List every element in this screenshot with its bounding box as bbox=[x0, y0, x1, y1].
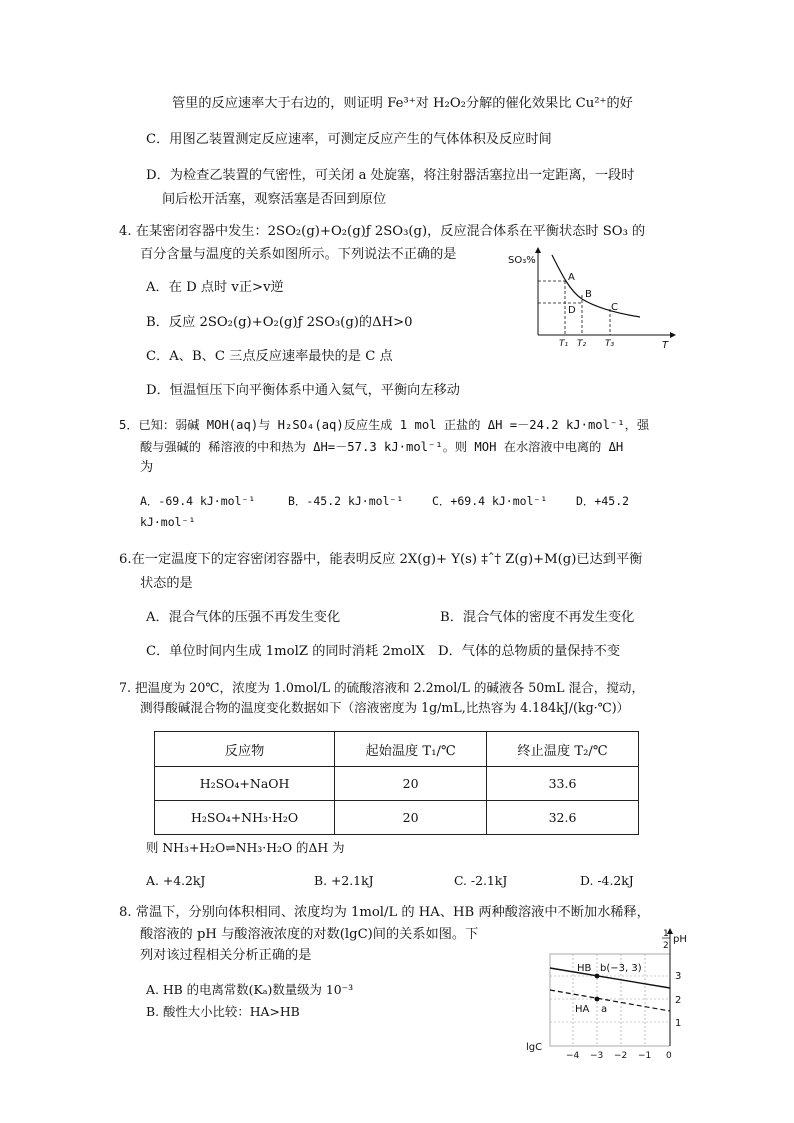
q4-point-a-label: A bbox=[568, 272, 575, 283]
q8-ylabel-den: 2 bbox=[663, 941, 669, 951]
q4-option-b: B．反应 2SO₂(g)+O₂(g)ƒ 2SO₃(g)的ΔH>0 bbox=[146, 315, 413, 330]
q8-option-a: A. HB 的电离常数(Kₐ)数量级为 10⁻³ bbox=[146, 982, 354, 997]
q5-option-d: D．+45.2 bbox=[576, 494, 630, 508]
q8-ytick-3: 3 bbox=[675, 971, 682, 982]
q8-stem-line1: 8. 常温下，分别向体积相同、浓度均为 1mol/L 的 HA、HB 两种酸溶液中不断加水稀释， bbox=[119, 905, 650, 920]
q4-tick-t1: T₁ bbox=[559, 339, 569, 349]
table-row bbox=[155, 767, 639, 801]
q7-after-table: 则 NH₃+H₂O⇌NH₃·H₂O 的ΔH 为 bbox=[146, 840, 345, 855]
q7-header-reactant: 反应物 bbox=[155, 732, 335, 767]
q6-stem-line2: 状态的是 bbox=[140, 576, 193, 591]
q8-label-a: a bbox=[601, 1004, 608, 1015]
q4-option-d: D．恒温恒压下向平衡体系中通入氦气，平衡向左移动 bbox=[146, 383, 460, 398]
q8-ytick-1: 1 bbox=[675, 1018, 682, 1029]
q7-stem-line2: 测得酸碱混合物的温度变化数据如下（溶液密度为 1g/mL,比热容为 4.184kJ/(kg·℃)） bbox=[140, 700, 630, 715]
q8-option-b: B. 酸性大小比较：HA>HB bbox=[146, 1004, 300, 1019]
q8-point-b bbox=[595, 974, 600, 979]
q7-table-header-row bbox=[155, 732, 639, 767]
q7-cell: 33.6 bbox=[487, 767, 639, 801]
q7-option-c: C. -2.1kJ bbox=[454, 873, 508, 888]
q4-stem-line2: 百分含量与温度的关系如图所示。下列说法不正确的是 bbox=[140, 247, 457, 262]
q4-point-b-label: B bbox=[585, 289, 592, 300]
q3-option-c: C．用图乙装置测定反应速率，可测定反应产生的气体体积及反应时间 bbox=[146, 132, 552, 147]
q8-xtick: −2 bbox=[614, 1051, 628, 1061]
q6-option-b: B．混合气体的密度不再发生变化 bbox=[440, 610, 635, 625]
q7-cell: H₂SO₄+NaOH bbox=[155, 767, 335, 801]
q8-ytick-2: 2 bbox=[675, 995, 682, 1006]
q7-option-d: D. -4.2kJ bbox=[580, 873, 634, 888]
q8-xtick: −3 bbox=[590, 1051, 604, 1061]
q8-label-ha: HA bbox=[575, 1004, 590, 1015]
q8-ylabel: pH bbox=[673, 934, 687, 945]
q8-xtick: −4 bbox=[566, 1051, 580, 1061]
q5-stem-line3: 为 bbox=[140, 460, 154, 475]
q8-label-b: b(−3, 3) bbox=[600, 963, 642, 974]
q7-header-t2: 终止温度 T₂/℃ bbox=[487, 732, 639, 767]
q4-tick-t3: T₃ bbox=[605, 339, 615, 349]
q4-stem-line1: 4. 在某密闭容器中发生：2SO₂(g)+O₂(g)ƒ 2SO₃(g)，反应混合体系在平衡状态时 SO₃ 的 bbox=[119, 224, 646, 239]
q6-stem-line1: 6.在一定温度下的定容密闭容器中，能表明反应 2X(g)+ Y(s) ‡ˆ† Z(g)+M(g)已达到平衡 bbox=[119, 552, 643, 567]
q8-point-a bbox=[595, 997, 600, 1002]
q8-graph bbox=[520, 926, 700, 1062]
q3-option-d-line2: 间后松开活塞，观察活塞是否回到原位 bbox=[162, 192, 387, 207]
q8-xlabel: lgC bbox=[526, 1042, 543, 1053]
q8-stem-line2: 酸溶液的 pH 与酸溶液浓度的对数(lgC)间的关系如图。下 bbox=[140, 927, 479, 942]
q4-point-c-label: C bbox=[611, 302, 618, 313]
q3-option-d-line1: D．为检查乙装置的气密性，可关闭 a 处旋塞，将注射器活塞拉出一定距离，一段时 bbox=[146, 168, 635, 183]
q5-stem-line2: 酸与强碱的 稀溶液的中和热为 ΔH=－57.3 kJ·mol⁻¹。则 MOH 在水溶液中电离的 ΔH bbox=[140, 440, 624, 454]
q7-option-b: B. +2.1kJ bbox=[314, 873, 374, 888]
q7-cell: H₂SO₄+NH₃·H₂O bbox=[155, 801, 335, 835]
q4-option-a: A．在 D 点时 v正>v逆 bbox=[146, 280, 284, 295]
q8-ha-line bbox=[550, 990, 670, 1011]
q6-option-d: D．气体的总物质的量保持不变 bbox=[438, 644, 621, 659]
q7-header-t1: 起始温度 T₁/℃ bbox=[335, 732, 487, 767]
q4-ylabel: SO₃% bbox=[508, 255, 536, 266]
q5-stem-line1: 5．已知：弱碱 MOH(aq)与 H₂SO₄(aq)反应生成 1 mol 正盐的 ΔH =－24.2 kJ·mol⁻¹，强 bbox=[119, 418, 650, 432]
q7-table bbox=[154, 731, 639, 835]
q8-ylabel-num: 1 bbox=[663, 929, 669, 939]
q3-line-b-cont: 管里的反应速率大于右边的，则证明 Fe³⁺对 H₂O₂分解的催化效果比 Cu²⁺的好 bbox=[172, 96, 633, 111]
q4-point-d-label: D bbox=[568, 305, 576, 316]
q7-cell: 32.6 bbox=[487, 801, 639, 835]
q7-cell: 20 bbox=[335, 801, 487, 835]
q5-option-c: C．+69.4 kJ·mol⁻¹ bbox=[432, 494, 548, 508]
q5-option-d-cont: kJ·mol⁻¹ bbox=[140, 515, 196, 529]
q8-xtick: 0 bbox=[666, 1051, 672, 1061]
q5-option-a: A．-69.4 kJ·mol⁻¹ bbox=[140, 494, 256, 508]
q4-xlabel: T bbox=[662, 340, 669, 350]
table-row bbox=[155, 801, 639, 835]
q6-option-a: A．混合气体的压强不再发生变化 bbox=[146, 610, 341, 625]
q8-label-hb: HB bbox=[577, 963, 592, 974]
q8-xtick: −1 bbox=[638, 1051, 652, 1061]
q5-option-b: B．-45.2 kJ·mol⁻¹ bbox=[288, 494, 404, 508]
q7-stem-line1: 7. 把温度为 20℃，浓度为 1.0mol/L 的硫酸溶液和 2.2mol/L 的碱液各 50mL 混合，搅动， bbox=[119, 680, 645, 695]
q4-option-c: C．A、B、C 三点反应速率最快的是 C 点 bbox=[146, 349, 393, 364]
q4-tick-t2: T₂ bbox=[577, 339, 587, 349]
q4-graph bbox=[500, 245, 680, 350]
q8-stem-line3: 列对该过程相关分析正确的是 bbox=[140, 948, 312, 963]
q7-option-a: A. +4.2kJ bbox=[146, 873, 206, 888]
q6-option-c: C．单位时间内生成 1molZ 的同时消耗 2molX bbox=[146, 644, 425, 659]
q7-cell: 20 bbox=[335, 767, 487, 801]
